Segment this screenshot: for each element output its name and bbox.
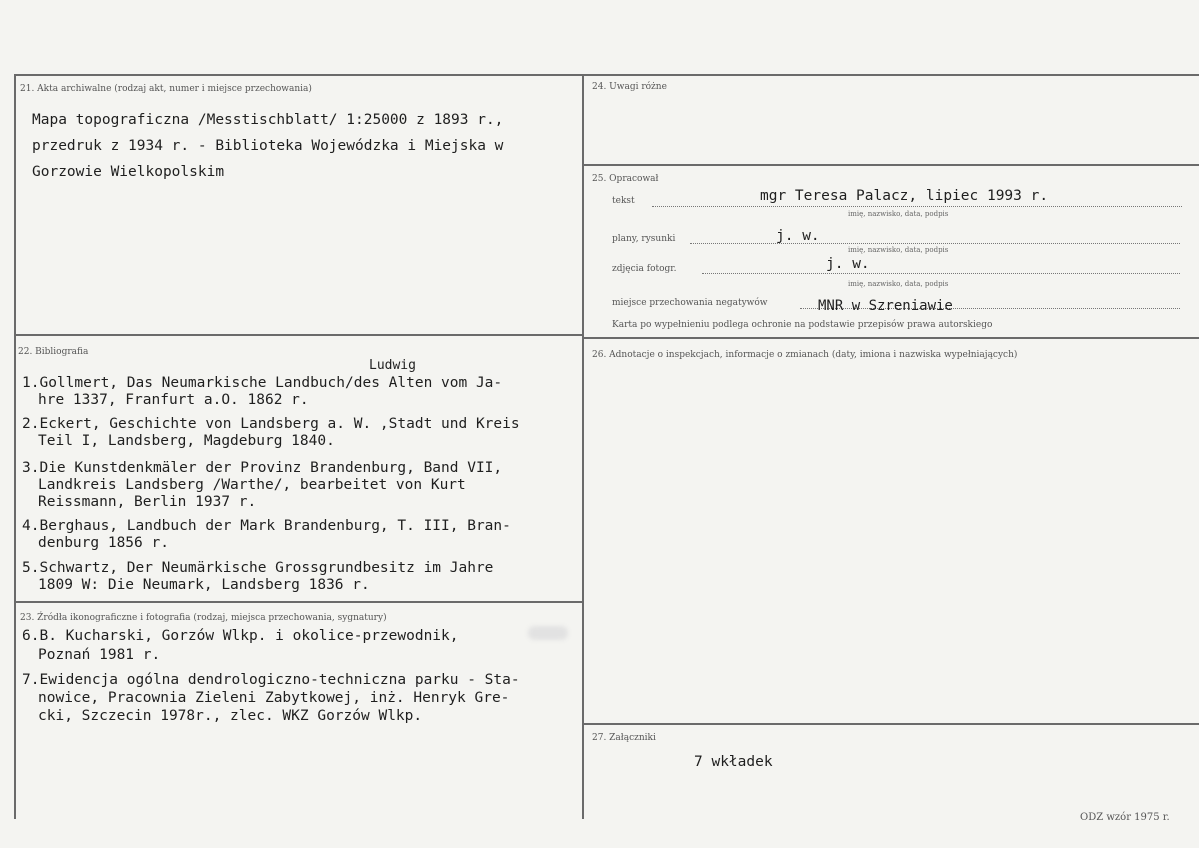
sec27-value: 7 wkładek xyxy=(694,754,773,770)
sec21-line-3: Gorzowie Wielkopolskim xyxy=(32,164,225,180)
sec24-label: 24. Uwagi różne xyxy=(592,82,667,92)
zdjecia-sub: imię, nazwisko, data, podpis xyxy=(848,280,949,288)
rule-24-25 xyxy=(584,164,1199,166)
rule-26-27 xyxy=(584,723,1199,725)
sec21-label: 21. Akta archiwalne (rodzaj akt, numer i miejsce przechowania) xyxy=(20,84,312,94)
rule-21-22 xyxy=(14,334,582,336)
bib-5-line-2: 1809 W: Die Neumark, Landsberg 1836 r. xyxy=(38,577,370,593)
sec27-label: 27. Załączniki xyxy=(592,733,656,743)
bib-2-line-2: Teil I, Landsberg, Magdeburg 1840. xyxy=(38,433,335,449)
src-7-line-2: nowice, Pracownia Zieleni Zabytkowej, inż. Henryk Gre- xyxy=(38,690,510,706)
bib-5-line-1: 5.Schwartz, Der Neumärkische Grossgrundbesitz im Jahre xyxy=(22,560,494,576)
tekst-label: tekst xyxy=(612,196,635,206)
bib-2-line-1: 2.Eckert, Geschichte von Landsberg a. W. ,Stadt und Kreis xyxy=(22,416,520,432)
miejsce-label: miejsce przechowania negatywów xyxy=(612,298,768,308)
sec21-line-2: przedruk z 1934 r. - Biblioteka Wojewódzka i Miejska w xyxy=(32,138,504,154)
bib-3-line-3: Reissmann, Berlin 1937 r. xyxy=(38,494,257,510)
karta-note: Karta po wypełnieniu podlega ochronie na podstawie przepisów prawa autorskiego xyxy=(612,320,993,330)
plany-dots xyxy=(690,243,1180,244)
src-7-line-1: 7.Ewidencja ogólna dendrologiczno-techniczna parku - Sta- xyxy=(22,672,520,688)
rule-22-23 xyxy=(14,601,582,603)
zdjecia-value: j. w. xyxy=(826,256,870,272)
form-footer: ODZ wzór 1975 r. xyxy=(1080,812,1170,823)
tekst-dots xyxy=(652,206,1182,207)
src-7-line-3: cki, Szczecin 1978r., zlec. WKZ Gorzów Wlkp. xyxy=(38,708,423,724)
sec23-label: 23. Źródła ikonograficzne i fotografia (rodzaj, miejsca przechowania, sygnatury) xyxy=(20,613,387,623)
superscript-ludwig: Ludwig xyxy=(369,358,416,373)
bib-4-line-1: 4.Berghaus, Landbuch der Mark Brandenburg, T. III, Bran- xyxy=(22,518,511,534)
bib-4-line-2: denburg 1856 r. xyxy=(38,535,169,551)
column-divider xyxy=(582,74,584,819)
ink-smudge xyxy=(528,626,568,640)
src-6-line-1: 6.B. Kucharski, Gorzów Wlkp. i okolice-przewodnik, xyxy=(22,628,459,644)
sec25-label: 25. Opracował xyxy=(592,174,659,184)
miejsce-value: MNR w Szreniawie xyxy=(818,298,953,314)
plany-sub: imię, nazwisko, data, podpis xyxy=(848,246,949,254)
top-rule xyxy=(14,74,1199,76)
bib-3-line-1: 3.Die Kunstdenkmäler der Provinz Brandenburg, Band VII, xyxy=(22,460,503,476)
tekst-sub: imię, nazwisko, data, podpis xyxy=(848,210,949,218)
zdjecia-dots xyxy=(702,273,1180,274)
sec22-label: 22. Bibliografia xyxy=(18,347,89,357)
bib-3-line-2: Landkreis Landsberg /Warthe/, bearbeitet von Kurt xyxy=(38,477,466,493)
sec21-line-1: Mapa topograficzna /Messtischblatt/ 1:25000 z 1893 r., xyxy=(32,112,504,128)
tekst-value: mgr Teresa Palacz, lipiec 1993 r. xyxy=(760,188,1049,204)
zdjecia-label: zdjęcia fotogr. xyxy=(612,264,677,274)
rule-25-26 xyxy=(584,337,1199,339)
bib-1-line-1: 1.Gollmert, Das Neumarkische Landbuch/des Alten vom Ja- xyxy=(22,375,503,391)
sec26-label: 26. Adnotacje o inspekcjach, informacje o zmianach (daty, imiona i nazwiska wypełniających) xyxy=(592,350,1018,360)
plany-label: plany, rysunki xyxy=(612,234,676,244)
bib-1-line-2: hre 1337, Franfurt a.O. 1862 r. xyxy=(38,392,309,408)
left-border xyxy=(14,74,16,819)
plany-value: j. w. xyxy=(776,228,820,244)
src-6-line-2: Poznań 1981 r. xyxy=(38,647,161,663)
